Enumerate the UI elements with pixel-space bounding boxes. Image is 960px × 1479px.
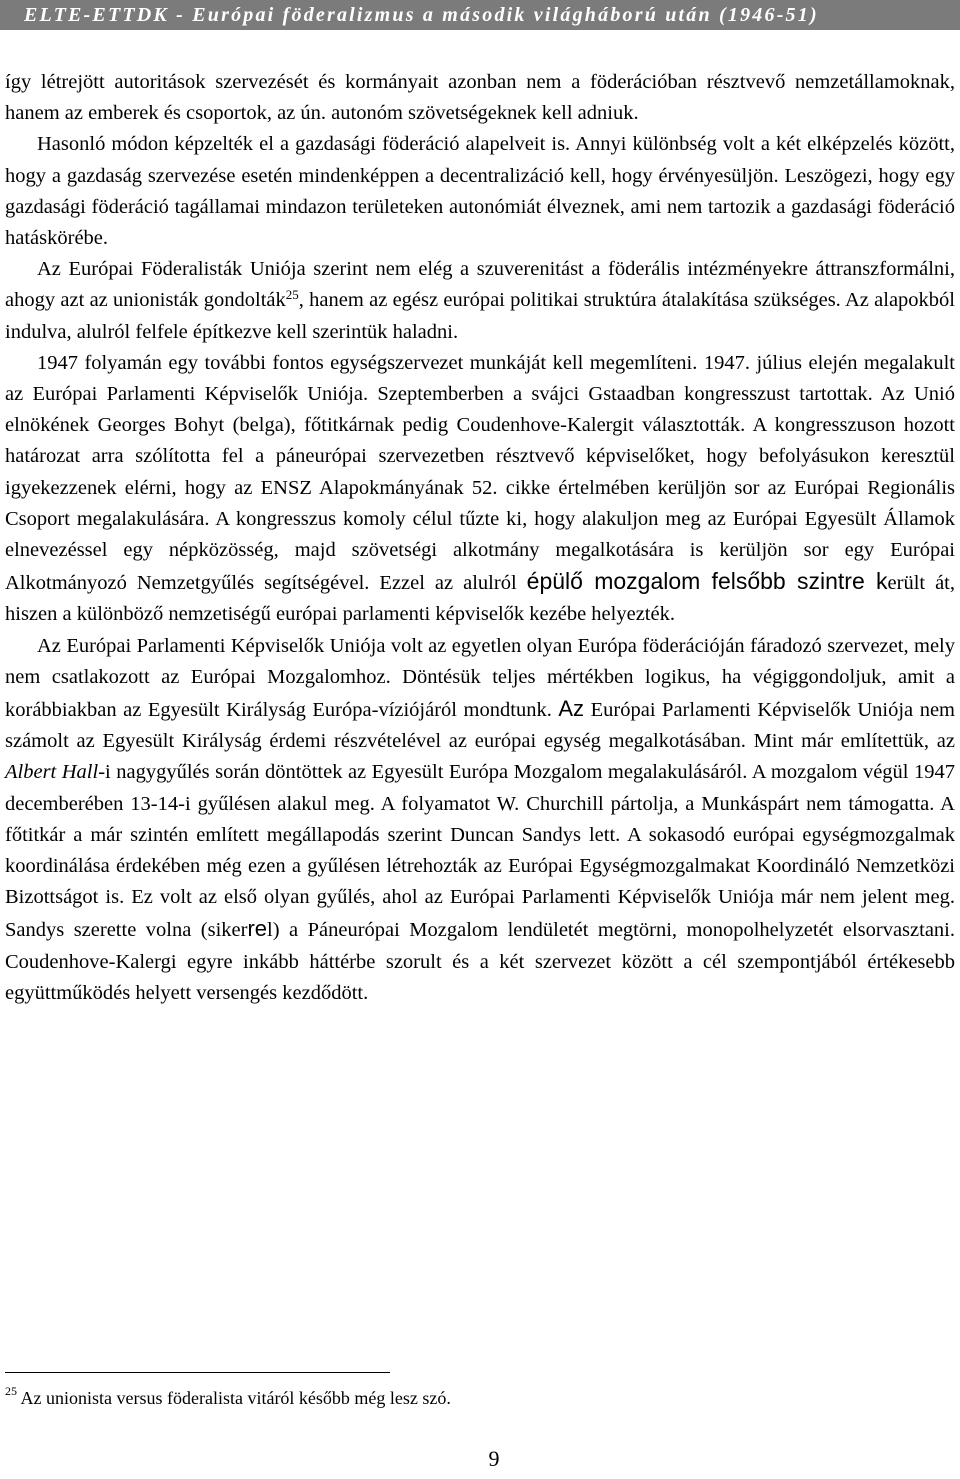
footnote [5,1386,945,1410]
paragraph-5-italic-albert-hall: Albert Hall [5,761,99,784]
footnote-text: Az unionista versus föderalista vitáról később még lesz szó. [17,1388,451,1408]
paragraph-1 [5,67,955,129]
paragraph-1-text: így létrejött autoritások szervezését és kormányait azonban nem a föderációban résztvevő nemzetállamoknak, hanem az emberek és csoportok, az ún. autonóm szövetségeknek kell adniuk. [5,71,955,125]
paragraph-5 [5,631,955,1009]
paragraph-4-text-a: 1947 folyamán egy további fontos egységszervezet munkáját kell megemlíteni. 1947. július elején megalakult az Európai Parlamenti Képviselők Uniója. Szeptemberben a svájci Gstaadban kongresszust tartottak. Az Unió elnökének Georges Bohyt (belga), főtitkárnak pedig Coudenhove-Kalergit választották. A kongresszuson hozott határozat arra szólította fel a páneurópai szervezetben résztvevő képviselőket, hogy befolyásukon keresztül igyekezzenek elérni, hogy az ENSZ Alapokmányának 52. cikke értelmében kerüljön sor az Európai Regionális Csoport megalakulására. A kongresszus komoly célul tűzte ki, hogy alakuljon meg az Európai Egyesült Államok elnevezéssel egy népközösség, majd szövetségi alkotmány megalkotására is kerüljön sor egy Európai Alkotmányozó Nemzetgyűlés segítségével. Ezzel az alulról [5,351,955,595]
paragraph-4-text-b: erült át, hiszen a különböző nemzetiségű európai parlamenti képviselők kezébe helyezték. [5,572,956,626]
footnote-number: 25 [5,1384,17,1398]
paragraph-3-text-b: , hanem az egész európai politikai struktúra átalakítása szükséges. Az alapokból indulva, alulról felfele építkezve kell szerintük haladni. [5,289,955,343]
paragraph-5-sans-az: Az [558,696,585,722]
paragraph-5-text-d: l) a Páneurópai Mozgalom lendületét megtörni, monopolhelyzetét elsorvasztani. Coudenhove-Kalergi egyre inkább háttérbe szorult és a két szervezet között a cél szempontjából értékesebb együttműködés helyett versengés kezdődött. [5,919,955,1004]
paragraph-4-sans-run: épülő mozgalom felsőbb szintre k [526,568,888,595]
page-number: 9 [488,1446,500,1471]
paragraph-5-sans-re: re [247,916,268,942]
paragraph-2 [5,129,955,254]
paragraph-4 [5,348,955,631]
paragraph-3 [5,254,955,348]
running-header [0,0,960,30]
paragraph-3-text-a: Az Európai Föderalisták Uniója szerint nem elég a szuverenitást a föderális intézményekre áttranszformálni, ahogy azt az unionisták gondolták [5,258,955,312]
body-text [5,67,955,1009]
header-title: ELTE-ETTDK - Európai föderalizmus a második világháború után (1946-51) [24,4,819,26]
footnote-reference[interactable]: 25 [285,287,299,303]
paragraph-5-text-a: Az Európai Parlamenti Képviselők Uniója volt az egyetlen olyan Európa föderációján fáradozó szervezet, mely nem csatlakozott az Európai Mozgalomhoz. Döntésük teljes mértékben logikus, ha végiggondoljuk, amit a korábbiakban az Egyesült Királyság Európa-víziójáról mondtunk. [5,634,955,722]
paragraph-2-text: Hasonló módon képzelték el a gazdasági föderáció alapelveit is. Annyi különbség volt a két elképzelés között, hogy a gazdaság szervezése esetén mindenképpen a decentralizáció kell, hogy érvényesüljön. Leszögezi, hogy egy gazdasági föderáció tagállamai mindazon területeken autonómiát élveznek, ami nem tartozik a gazdasági föderáció hatáskörébe. [5,133,955,250]
paragraph-5-text-b: Európai Parlamenti Képviselők Uniója nem számolt az Egyesült Királyság érdemi részvételével az európai egység megalkotásában. Mint már említettük, az [5,699,955,753]
footnote-separator [5,1372,390,1373]
paragraph-5-text-c: -i nagygyűlés során döntöttek az Egyesült Európa Mozgalom megalakulásáról. A mozgalom végül 1947 decemberében 13-14-i gyűlésen alakul meg. A folyamatot W. Churchill pártolja, a Munkáspárt nem támogatta. A főtitkár a már szintén említett megállapodás szerint Duncan Sandys lett. A sokasodó európai egységmozgalmak koordinálása érdekében még ezen a gyűlésen létrehozták az Európai Egységmozgalmakat Koordináló Nemzetközi Bizottságot is. Ez volt az első olyan gyűlés, ahol az Európai Parlamenti Képviselők Uniója már nem jelent meg. Sandys szerette volna (siker [5,761,956,942]
